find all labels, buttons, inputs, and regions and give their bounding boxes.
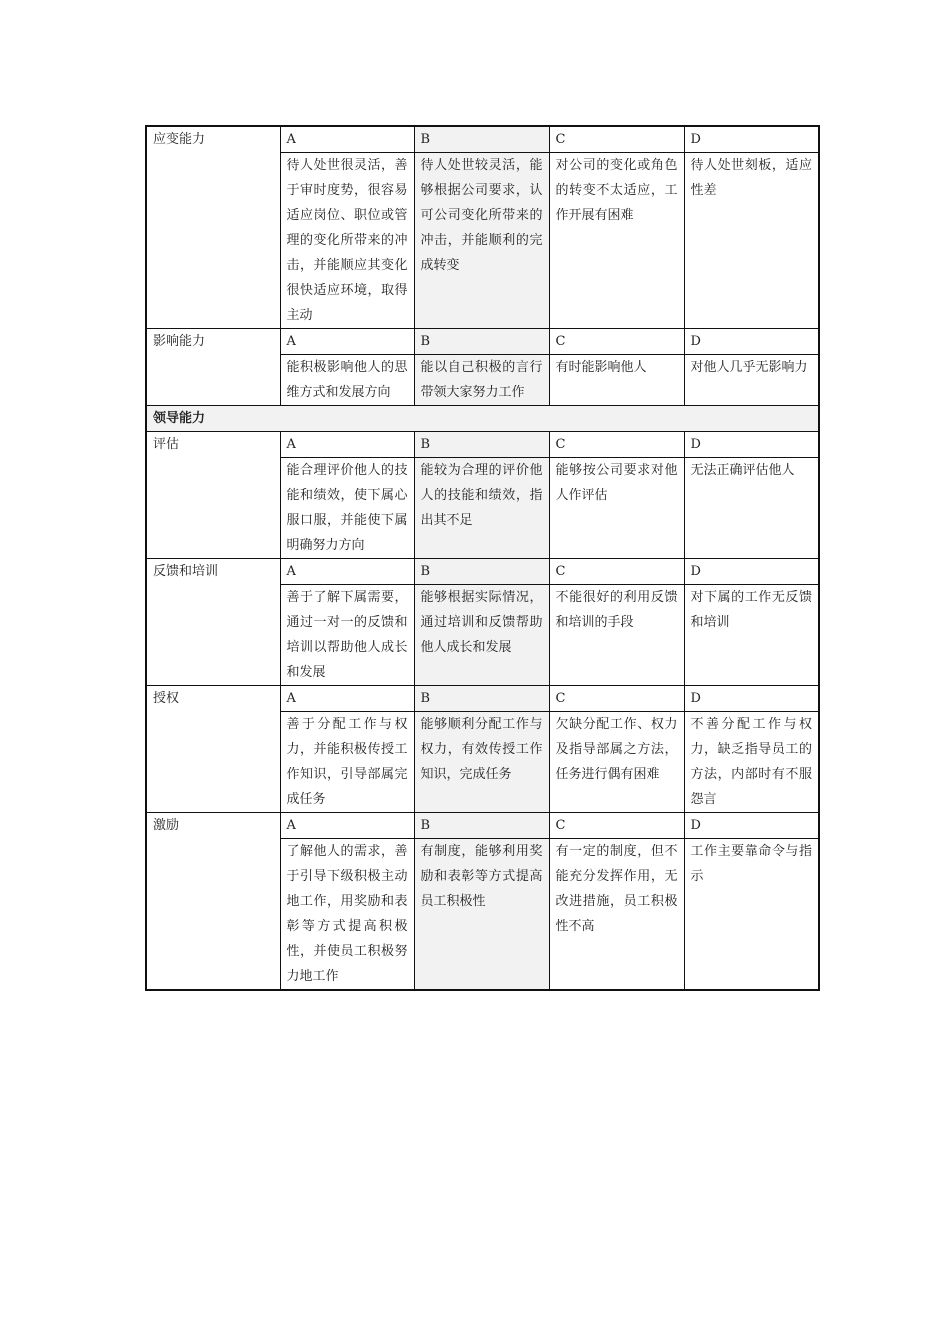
- grade-description-d: 对下属的工作无反馈和培训: [684, 585, 819, 686]
- grade-description-c: 对公司的变化或角色的转变不太适应，工作开展有困难: [549, 153, 684, 329]
- grade-description-c: 能够按公司要求对他人作评估: [549, 458, 684, 559]
- grade-description-b: 待人处世较灵活，能够根据公司要求，认可公司变化所带来的冲击，并能顺利的完成转变: [414, 153, 549, 329]
- grade-header-d: D: [684, 432, 819, 458]
- grade-description-a: 待人处世很灵活，善于审时度势，很容易适应岗位、职位或管理的变化所带来的冲击，并能顺应其变化很快适应环境，取得主动: [280, 153, 414, 329]
- grade-description-c: 有一定的制度，但不能充分发挥作用，无改进措施，员工积极性不高: [549, 839, 684, 991]
- grade-header-a: A: [280, 432, 414, 458]
- grade-header-c: C: [549, 432, 684, 458]
- criterion-label: 反馈和培训: [146, 559, 280, 686]
- evaluation-table: [145, 125, 820, 991]
- grade-header-row: [146, 559, 819, 585]
- grade-description-c: 不能很好的利用反馈和培训的手段: [549, 585, 684, 686]
- grade-header-b: B: [414, 126, 549, 153]
- section-row: [146, 406, 819, 432]
- grade-header-b: B: [414, 559, 549, 585]
- grade-description-a: 了解他人的需求，善于引导下级积极主动地工作，用奖励和表彰等方式提高积极性，并使员工积极努力地工作: [280, 839, 414, 991]
- criterion-label: 影响能力: [146, 329, 280, 406]
- grade-description-d: 对他人几乎无影响力: [684, 355, 819, 406]
- criterion-label: 应变能力: [146, 126, 280, 329]
- grade-header-c: C: [549, 329, 684, 355]
- grade-description-a: 能积极影响他人的思维方式和发展方向: [280, 355, 414, 406]
- grade-header-d: D: [684, 813, 819, 839]
- grade-description-b: 能够顺利分配工作与权力，有效传授工作知识，完成任务: [414, 712, 549, 813]
- grade-header-row: [146, 432, 819, 458]
- grade-header-row: [146, 329, 819, 355]
- grade-header-row: [146, 686, 819, 712]
- grade-header-c: C: [549, 813, 684, 839]
- grade-description-b: 有制度，能够利用奖励和表彰等方式提高员工积极性: [414, 839, 549, 991]
- grade-header-b: B: [414, 329, 549, 355]
- grade-description-c: 有时能影响他人: [549, 355, 684, 406]
- grade-description-a: 善于了解下属需要，通过一对一的反馈和培训以帮助他人成长和发展: [280, 585, 414, 686]
- grade-description-d: 工作主要靠命令与指示: [684, 839, 819, 991]
- grade-header-row: [146, 126, 819, 153]
- section-heading: 领导能力: [146, 406, 819, 432]
- criterion-label: 激励: [146, 813, 280, 991]
- grade-header-b: B: [414, 813, 549, 839]
- grade-description-b: 能够根据实际情况，通过培训和反馈帮助他人成长和发展: [414, 585, 549, 686]
- grade-header-d: D: [684, 126, 819, 153]
- grade-header-d: D: [684, 329, 819, 355]
- grade-header-a: A: [280, 813, 414, 839]
- grade-description-d: 不善分配工作与权力，缺乏指导员工的方法，内部时有不服怨言: [684, 712, 819, 813]
- grade-header-row: [146, 813, 819, 839]
- criterion-label: 评估: [146, 432, 280, 559]
- grade-header-c: C: [549, 126, 684, 153]
- grade-description-d: 无法正确评估他人: [684, 458, 819, 559]
- grade-header-b: B: [414, 686, 549, 712]
- grade-header-a: A: [280, 329, 414, 355]
- grade-header-d: D: [684, 686, 819, 712]
- grade-header-c: C: [549, 686, 684, 712]
- grade-header-b: B: [414, 432, 549, 458]
- criterion-label: 授权: [146, 686, 280, 813]
- grade-header-d: D: [684, 559, 819, 585]
- grade-header-a: A: [280, 126, 414, 153]
- grade-description-a: 善于分配工作与权力，并能积极传授工作知识，引导部属完成任务: [280, 712, 414, 813]
- grade-header-a: A: [280, 686, 414, 712]
- grade-description-b: 能以自己积极的言行带领大家努力工作: [414, 355, 549, 406]
- grade-description-b: 能较为合理的评价他人的技能和绩效，指出其不足: [414, 458, 549, 559]
- grade-header-a: A: [280, 559, 414, 585]
- grade-description-d: 待人处世刻板，适应性差: [684, 153, 819, 329]
- grade-description-c: 欠缺分配工作、权力及指导部属之方法，任务进行偶有困难: [549, 712, 684, 813]
- grade-description-a: 能合理评价他人的技能和绩效，使下属心服口服，并能使下属明确努力方向: [280, 458, 414, 559]
- grade-header-c: C: [549, 559, 684, 585]
- evaluation-table-body: [146, 126, 819, 990]
